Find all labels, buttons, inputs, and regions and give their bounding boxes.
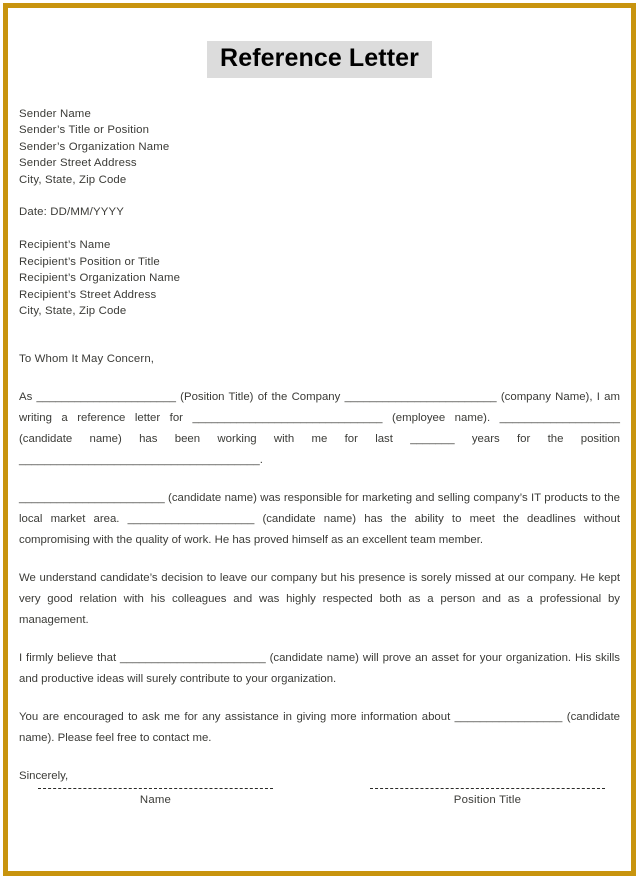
date-line: Date: DD/MM/YYYY (19, 206, 124, 219)
document-body (8, 8, 631, 871)
sender-line: Sender Street Address (19, 157, 137, 170)
date-block (19, 204, 620, 221)
recipient-line: Recipient’s Street Address (19, 288, 157, 301)
signature-label-position: Position Title (453, 794, 522, 806)
sender-line: Sender’s Organization Name (19, 140, 170, 153)
sender-line: Sender’s Title or Position (19, 124, 150, 137)
document-page (3, 3, 636, 876)
salutation-text: To Whom It May Concern, (19, 353, 155, 366)
recipient-line: Recipient’s Organization Name (19, 272, 181, 285)
closing-text: Sincerely, (19, 769, 69, 782)
signature-row (8, 788, 631, 808)
body-paragraph-3: We understand candidate’s decision to leave our company but his presence is sorely missed at our company. He kept very good relation with his colleagues and was highly respected both as a person and as a professional by management. (19, 571, 620, 626)
signature-block-name (38, 788, 273, 808)
salutation (19, 351, 620, 368)
recipient-line: Recipient’s Position or Title (19, 255, 160, 268)
page-title: Reference Letter (207, 41, 432, 78)
sender-line: Sender Name (19, 107, 91, 120)
signature-line-position (370, 788, 605, 789)
recipient-address-block (19, 237, 620, 320)
body-paragraph-2: _______________________ (candidate name) was responsible for marketing and selling company’s IT products to the local market area. ____________________ (candidate name) has the ability to meet the deadlines without compromising with the quality of work. He has proved himself as an excellent team member. (19, 491, 620, 546)
sender-address-block (19, 106, 620, 189)
recipient-line: City, State, Zip Code (19, 305, 127, 318)
body-paragraph-1: As ______________________ (Position Title) of the Company ________________________ (company Name), I am writing a reference letter for ______________________________ (employee name). ___________________ (candidate name) has been working with me for last _______ years for the position ______________________________________. (19, 390, 620, 466)
signature-line-name (38, 788, 273, 789)
recipient-line: Recipient’s Name (19, 239, 111, 252)
body-paragraph-4: I firmly believe that _______________________ (candidate name) will prove an asset for your organization. His skills and productive ideas will surely contribute to your organization. (19, 651, 620, 685)
title-container (8, 41, 631, 78)
signature-label-name: Name (139, 794, 172, 806)
body-paragraph-5: You are encouraged to ask me for any assistance in giving more information about _________________ (candidate name). Please feel free to contact me. (19, 710, 620, 744)
signature-block-position (370, 788, 605, 808)
sender-line: City, State, Zip Code (19, 173, 127, 186)
